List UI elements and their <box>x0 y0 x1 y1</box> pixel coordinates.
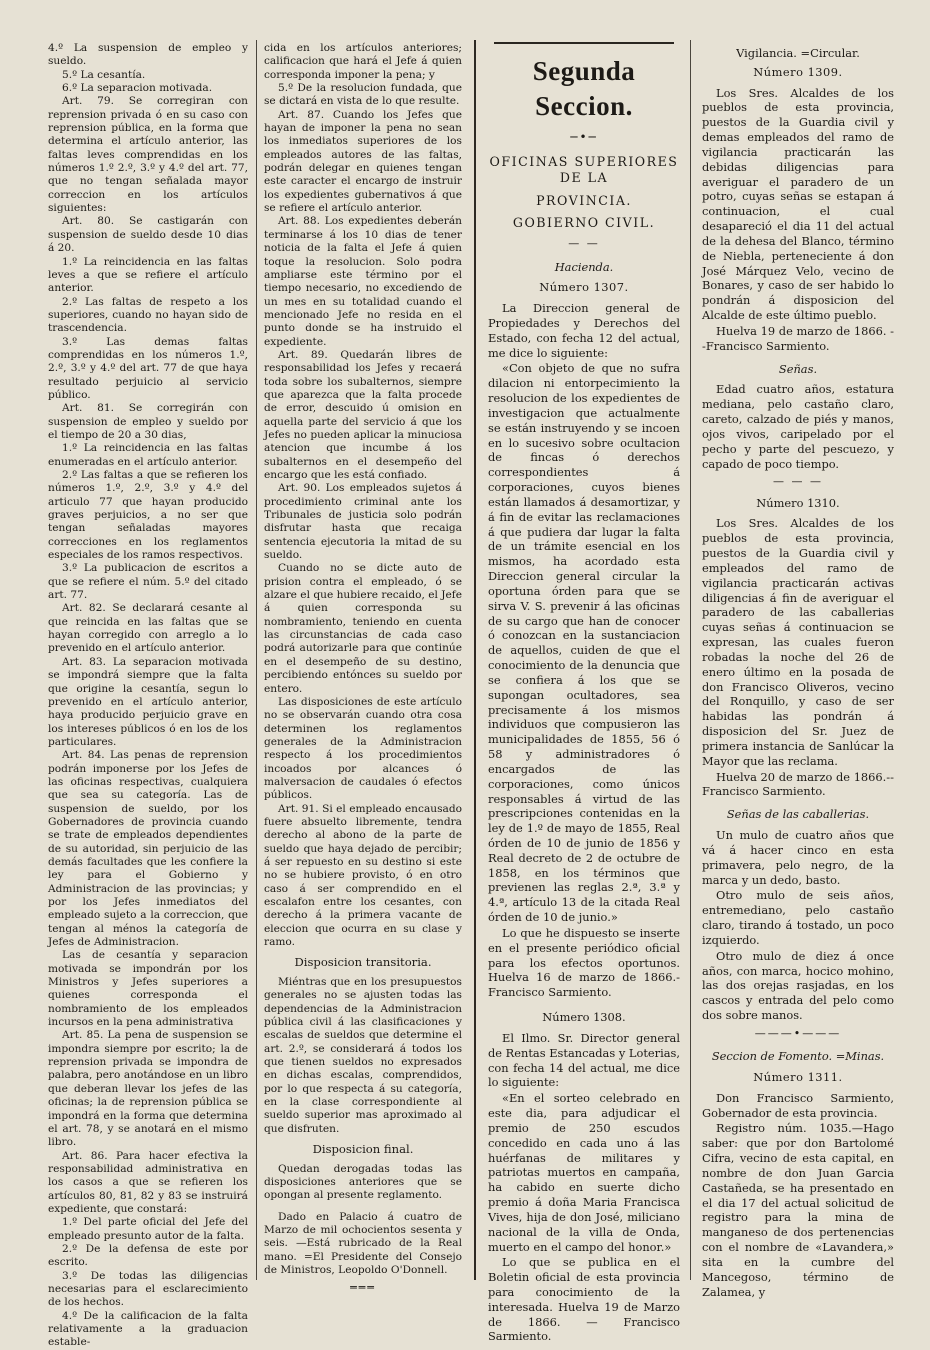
column-rule <box>690 40 691 1280</box>
ornament: ─•─ <box>570 130 598 145</box>
paragraph: Art. 84. Las penas de reprension podrán imponerse por los Jefes de las oficinas respectivas, cualquiera que sea su categoría. Las de suspension de sueldo, por los Gobernadores de provincia cuando se trate de empleados dependientes de su autoridad, sin perjuicio de las demás facultades que les confiere la ley para el Gobierno y Administracion de las provincias; y por los Jefes inmediatos del empleado sujeto a la correccion, que tengan al ménos la categoría de Jefes de Administracion. <box>48 749 248 949</box>
paragraph: Art. 79. Se corregiran con reprension privada ó en su caso con reprension pública, en la forma que determina el artículo anterior, las faltas leves comprendidas en los números 1.º 2.º, 3.º y 4.º del art. 77, que no tengan señalada mayor correccion en los artículos siguientes: <box>48 95 248 215</box>
column-rule <box>256 40 257 1280</box>
paragraph: 4.º De la calificacion de la falta relativamente a la graduacion estable- <box>48 1309 248 1349</box>
paragraph: Huelva 20 de marzo de 1866.-- Francisco Sarmiento. <box>702 769 894 799</box>
paragraph: Art. 88. Los expedientes deberán terminarse á los 10 dias de tener noticia de la falta el Jefe á quien toque la resolucion. Solo podra ampliarse este término por el tiempo necesario, no excediendo de un mes en su totalidad cuando el mencionado Jefe no resida en el punto donde se ha instruido el expediente. <box>264 215 462 348</box>
hacienda-heading: Hacienda. <box>554 259 614 274</box>
paragraph: Otro mulo de seis años, entremediano, pelo castaño claro, tirando á tostado, un poco izquierdo. <box>702 888 894 947</box>
paragraph: Art. 90. Los empleados sujetos á procedimiento criminal ante los Tribunales de justicia solo podrán disfrutar hasta que recaiga sentencia ejecutoria la mitad de su sueldo. <box>264 482 462 562</box>
paragraph: Art. 86. Para hacer efectiva la responsabilidad administrativa en los casos a que se refieren los artículos 80, 81, 82 y 83 se instruirá expediente, que constará: <box>48 1149 248 1215</box>
section-title: Segunda Seccion. <box>532 56 636 122</box>
notice-number: Número 1308. <box>542 1010 626 1025</box>
vigilancia-heading: Vigilancia. =Circular. <box>736 46 860 60</box>
paragraph: Art. 89. Quedarán libres de responsabilidad los Jefes y recaerá toda sobre los subalternos, siempre que aparezca que la falta procede de error, descuido ú omision en aquella parte del servicio á que los Jefes no pueden aplicar la minuciosa atencion que incumbe á los subalternos en el desempeño del encargo que les está confiado. <box>264 348 462 481</box>
divider: — — — <box>773 475 823 489</box>
office-heading: OFICINAS SUPERIORES DE LA <box>489 153 679 186</box>
closing-paragraph: Dado en Palacio á cuatro de Marzo de mil ochocientos sesenta y seis. —Está rubricado de la Real mano. =El Presidente del Consejo de Ministros, Leopoldo O'Donnell. <box>264 1210 462 1277</box>
paragraph: 1.º La reincidencia en las faltas enumeradas en el artículo anterior. <box>48 442 248 468</box>
column-1 <box>48 42 248 1349</box>
office-heading: PROVINCIA. <box>536 192 632 208</box>
paragraph: 3.º Las demas faltas comprendidas en los números 1.º, 2.º, 3.º y 4.º del art. 77 de que haya resultado perjuicio al servicio público. <box>48 335 248 401</box>
paragraph: El Ilmo. Sr. Director general de Rentas Estancadas y Loterias, con fecha 14 del actual, me dice lo siguiente: <box>488 1030 680 1090</box>
paragraph: Art. 91. Si el empleado encausado fuere absuelto libremente, tendra derecho al abono de la parte de sueldo que haya dejado de percibir; á ser repuesto en su destino si este no se hubiere provisto, ó en otro caso á ser comprendido en el escalafon entre los cesantes, con derecho á la primera vacante de eleccion que ocurra en su clase y ramo. <box>264 802 462 949</box>
fomento-heading: Seccion de Fomento. =Minas. <box>711 1049 885 1064</box>
paragraph: 1.º La reincidencia en las faltas leves a que se refiere el artículo anterior. <box>48 255 248 295</box>
paragraph: 5.º De la resolucion fundada, que se dictará en vista de lo que resulte. <box>264 82 462 108</box>
paragraph: 2.º Las faltas a que se refieren los números 1.º, 2.º, 3.º y 4.º del articulo 77 que hayan producido graves perjuicios, a no ser que tengan señaladas mayores correcciones en los reglamentos especiales de los ramos respectivos. <box>48 469 248 562</box>
paragraph: 5.º La cesantía. <box>62 68 146 81</box>
paragraph: Las de cesantía y separacion motivada se impondrán por los Ministros y Jefes superiores a quienes corresponda el nombramiento de los empleados incursos en la pena administrativa <box>48 949 248 1029</box>
paragraph: «En el sorteo celebrado en este dia, para adjudicar el premio de 250 escudos concedido en cada uno á las huérfanas de militares y patriotas muertos en campaña, ha cabido en suerte dicho premio á doña Maria Francisca Vives, hija de don José, miliciano nacional de la villa de Onda, muerto en el campo del honor.» <box>488 1091 680 1254</box>
paragraph: Otro mulo de diez á once años, con marca, hocico mohino, las dos orejas rasjadas, en los cascos y entrada del pelo como dos sobre manos. <box>702 948 894 1022</box>
notice-number: Número 1307. <box>539 280 629 295</box>
paragraph: Los Sres. Alcaldes de los pueblos de esta provincia, puestos de la Guardia civil y demas empleados del ramo de vigilancia practicarán las debidas diligencias para averiguar el paradero de un potro, cuyas señas se estapan á continuacion, el cual desapareció el dia 11 del actual de la dehesa del Blanco, término de Niebla, perteneciente á don José Márquez Velo, vecino de Bonares, y caso de ser habido lo pondrán á disposicion del Alcalde de este último pueblo. <box>702 85 894 323</box>
paragraph: La Direccion general de Propiedades y Derechos del Estado, con fecha 12 del actual, me dice lo siguiente: <box>488 301 680 360</box>
paragraph: Lo que he dispuesto se inserte en el presente periódico oficial para los efectos oportunos. Huelva 16 de marzo de 1866.-Francisco Sarmiento. <box>488 925 680 1000</box>
final-heading: Disposicion final. <box>312 1142 414 1157</box>
column-rule <box>474 40 476 1280</box>
paragraph: cida en los artículos anteriores; calificacion que hará el Jefe á quien corresponda imponer la pena; y <box>264 42 462 81</box>
paragraph: Miéntras que en los presupuestos generales no se ajusten todas las dependencias de la Administracion pública civil á las clasificaciones y escalas de sueldos que determine el art. 2.º, se considerará á todos los que tienen sueldos no expresados en dichas escalas, comprendidos, por lo que respecta á su categoría, en la clase correspondiente al sueldo superior mas aproximado al que disfruten. <box>264 975 462 1135</box>
paragraph: 3.º La publicacion de escritos a que se refiere el núm. 5.º del citado art. 77. <box>48 562 248 602</box>
paragraph: Art. 82. Se declarará cesante al que reincida en las faltas que se hayan corregido con arreglo a lo prevenido en el artículo anterior. <box>48 602 248 655</box>
notice-number: Número 1311. <box>753 1069 843 1084</box>
paragraph: «Con objeto de que no sufra dilacion ni entorpecimiento la resolucion de los expedientes de investigacion que actualmente se están instruyendo y se incoen en lo sucesivo sobre ocultacion de fincas ó derechos correspondientes á corporaciones, cuyos bienes están llamados á desamortizar, y á fin de evitar las reclamaciones á que pudiera dar lugar la falta de un trámite esencial en los mismos, ha acordado esta Direccion general circular la oportuna órden para que se sirva V. S. prevenir á las oficinas de su cargo que han de conocer ó conozcan en la sustanciacion de aquellos, cuiden de que el conocimiento de la denuncia que se confiera á los que se supongan ocultadores, sea precisamente á los mismos individuos que compusieron las municipalidades de 1855, 56 ó 58 y administradores ó encargados de las corporaciones, como únicos responsables á virtud de las prescripciones contenidas en la ley de 1.º de mayo de 1855, Real órden de 10 de junio de 1856 y Real decreto de 2 de octubre de 1858, en los términos que previenen las reglas 2.ª, 3.ª y 4.ª, artículo 13 de la citada Real órden de 10 de junio.» <box>488 361 680 925</box>
paragraph: Art. 85. La pena de suspension se impondra siempre por escrito; la de reprension privada se impondra de palabra, pero anotándose en un libro que deberan llevar los jefes de las oficinas; la de reprension pública se impondrá en la forma que determina el art. 78, y se anotará en el mismo libro. <box>48 1029 248 1149</box>
paragraph: 1.º Del parte oficial del Jefe del empleado presunto autor de la falta. <box>48 1216 248 1242</box>
paragraph: 2.º Las faltas de respeto a los superiores, cuando no hayan sido de trascendencia. <box>48 295 248 335</box>
paragraph: Edad cuatro años, estatura mediana, pelo castaño claro, careto, calzado de piés y manos, ojos vivos, caripelado por el pecho y parte del pescuezo, y capado de poco tiempo. <box>702 382 894 471</box>
paragraph: Quedan derogadas todas las disposiciones anteriores que se opongan al presente reglamento. <box>264 1162 462 1202</box>
paragraph: Art. 81. Se corregirán con suspension de empleo y sueldo por el tiempo de 20 a 30 dias, <box>48 402 248 441</box>
paragraph: 2.º De la defensa de este por escrito. <box>48 1242 248 1269</box>
senas-heading: Señas. <box>778 361 818 376</box>
paragraph: 3.º De todas las diligencias necesarias para el esclarecimiento de los hechos. <box>48 1269 248 1309</box>
divider: — — <box>568 237 600 251</box>
column-3 <box>488 42 680 1344</box>
closing-mark: ═══ <box>350 1281 376 1295</box>
paragraph: Los Sres. Alcaldes de los pueblos de esta provincia, puestos de la Guardia civil y empleados del ramo de vigilancia practicarán activas diligencias á fin de averiguar el paradero de las caballerias cuyas señas á continuacion se expresan, las cuales fueron robadas la noche del 26 de enero último en la posada de don Francisco Oliveros, vecino del Ronquillo, y caso de ser habidas las pondrán á disposicion del Sr. Juez de primera instancia de Sanlúcar la Mayor que las reclama. <box>702 516 894 768</box>
paragraph: Un mulo de cuatro años que vá á hacer cinco en esta primavera, pelo negro, de la marca y un dedo, basto. <box>702 828 894 887</box>
paragraph: Art. 80. Se castigarán con suspension de sueldo desde 10 dias á 20. <box>48 215 248 255</box>
paragraph: Art. 83. La separacion motivada se impondrá siempre que la falta que origine la cesantía, segun lo prevenido en el artículo anterior, haya producido perjuicio grave en los intereses públicos ó en los de los particulares. <box>48 655 248 748</box>
caballerias-heading: Señas de las caballerias. <box>726 807 870 822</box>
office-heading: GOBIERNO CIVIL. <box>512 214 656 230</box>
paragraph: Art. 87. Cuando los Jefes que hayan de imponer la pena no sean los inmediatos superiores de los empleados autores de las faltas, podrán delegar en quienes tengan este caracter el encargo de instruir los expedientes gubernativos á que se refiere el artículo anterior. <box>264 108 462 215</box>
paragraph: Registro núm. 1035.—Hago saber: que por don Bartolomé Cifra, vecino de esta capital, en nombre de don Juan Garcia Castañeda, se ha presentado en el dia 17 del actual solicitud de registro para la mina de manganeso de dos pertenencias con el nombre de «Lavandera,» sita en la cumbre del Mancegoso, término de Zalamea, y <box>702 1121 894 1299</box>
paragraph: Lo que se publica en el Boletin oficial de esta provincia para conocimiento de la interesada. Huelva 19 de Marzo de 1866. — Francisco Sarmiento. <box>488 1255 680 1344</box>
paragraph: Don Francisco Sarmiento, Gobernador de esta provincia. <box>702 1090 894 1120</box>
paragraph: Cuando no se dicte auto de prision contra el empleado, ó se alzare el que hubiere recaido, el Jefe á quien corresponda su nombramiento, teniendo en cuenta las circunstancias de cada caso podrá autorizarle para que continúe en el desempeño de su destino, percibiendo entónces su sueldo por entero. <box>264 562 462 695</box>
top-rule <box>494 42 674 44</box>
paragraph: 6.º La separacion motivada. <box>62 82 213 95</box>
transitoria-heading: Disposicion transitoria. <box>294 955 432 970</box>
paragraph: Las disposiciones de este artículo no se observarán cuando otra cosa determinen los reglamentos generales de la Administracion respecto á los procedimientos incoados por alcances ó malversacion de caudales ó efectos públicos. <box>264 695 462 802</box>
paragraph: Huelva 19 de marzo de 1866. --Francisco Sarmiento. <box>702 323 894 353</box>
paragraph: 4.º La suspension de empleo y sueldo. <box>48 42 248 68</box>
column-4 <box>702 42 894 1299</box>
divider: ———•——— <box>754 1026 842 1040</box>
notice-number: Número 1310. <box>756 495 840 510</box>
notice-number: Número 1309. <box>753 64 843 79</box>
column-2 <box>264 42 462 1295</box>
